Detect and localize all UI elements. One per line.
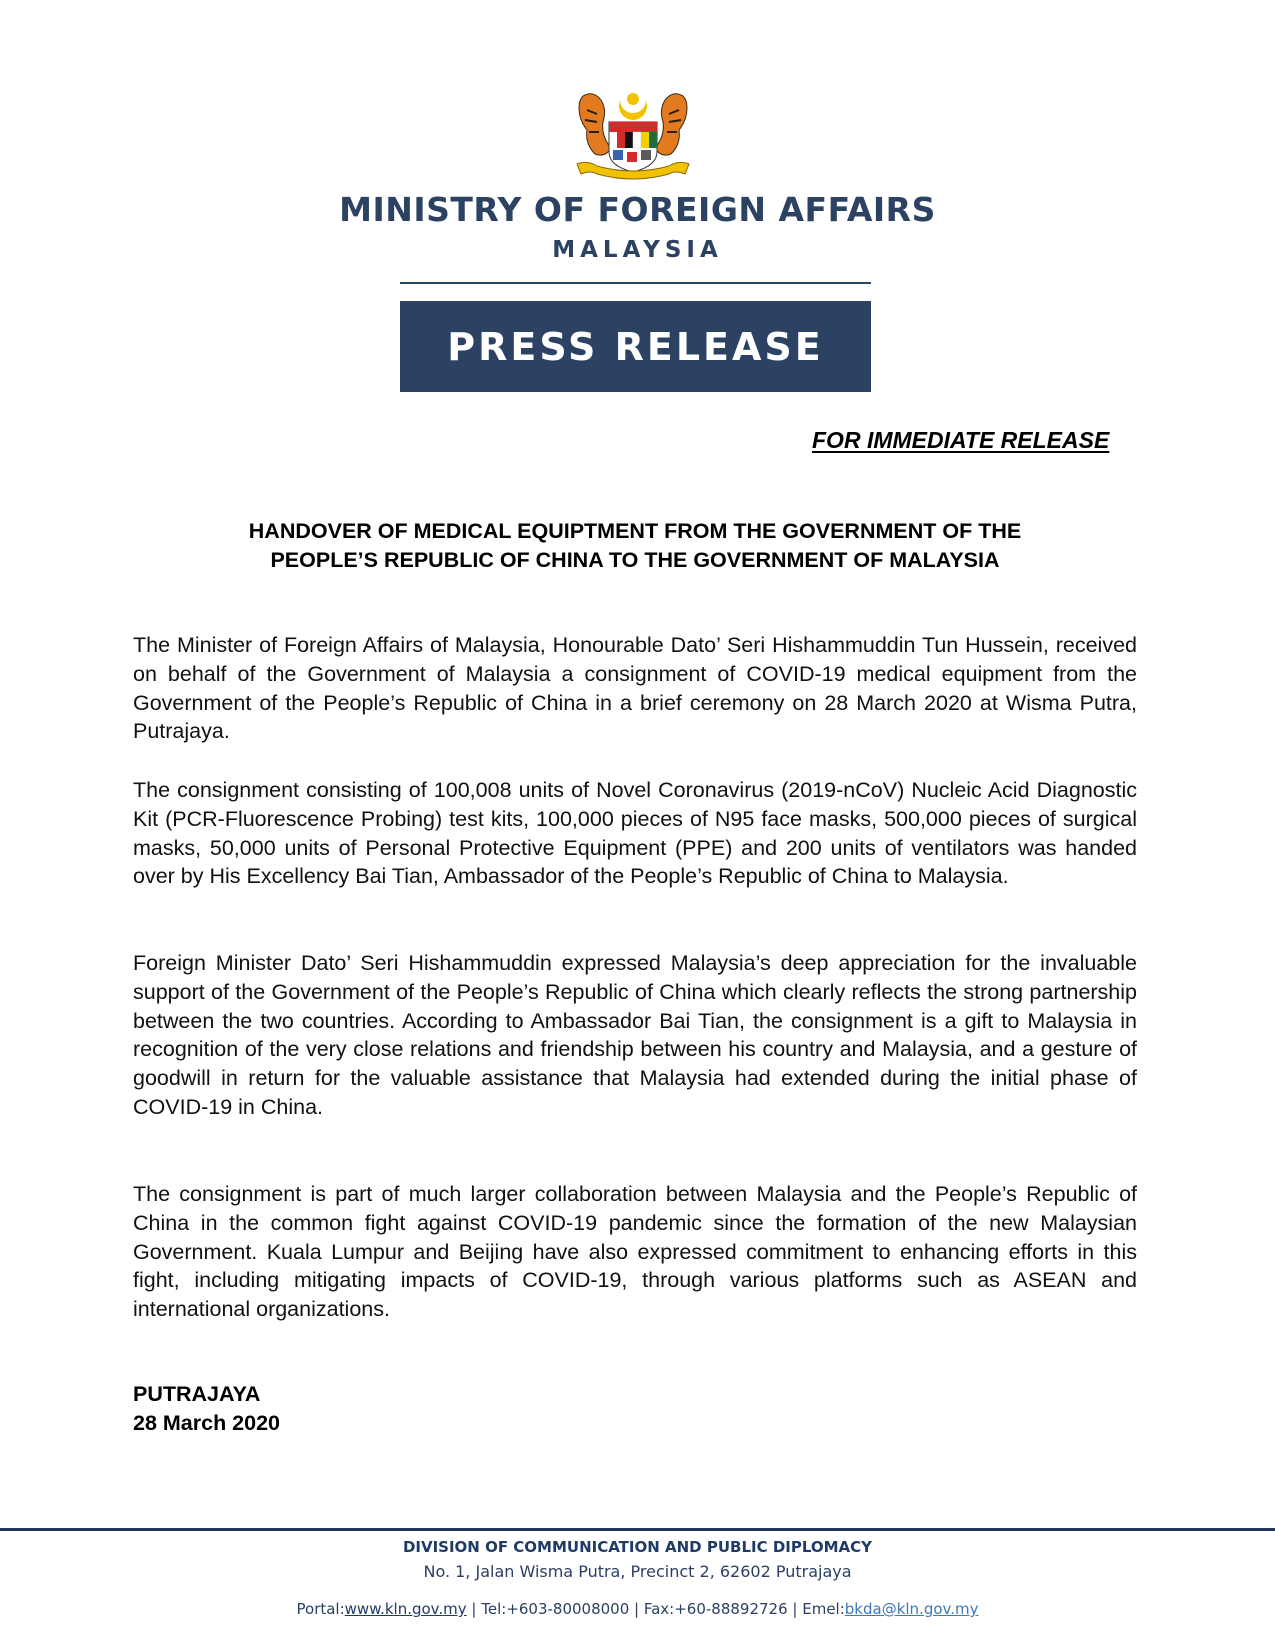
footer-address: No. 1, Jalan Wisma Putra, Precinct 2, 62602 Putrajaya (423, 1562, 852, 1581)
footer-division: DIVISION OF COMMUNICATION AND PUBLIC DIPLOMACY (402, 1538, 873, 1556)
signoff-place: PUTRAJAYA (133, 1382, 261, 1406)
footer-contacts (0, 1600, 1275, 1618)
paragraph-3: Foreign Minister Dato’ Seri Hishammuddin expressed Malaysia’s deep appreciation for the invaluable support of the Government of the People’s Republic of China which clearly reflects the strong partnership between the two countries. According to Ambassador Bai Tian, the consignment is a gift to Malaysia in recognition of the very close relations and friendship between his country and Malaysia, and a gesture of goodwill in return for the valuable assistance that Malaysia had extended during the initial phase of COVID-19 in China. (133, 951, 1137, 1119)
press-release-banner (400, 301, 871, 392)
portal-label: Portal: (296, 1600, 345, 1618)
headline-line-1: HANDOVER OF MEDICAL EQUIPTMENT FROM THE GOVERNMENT OF THE (248, 519, 1022, 543)
paragraph-2: The consignment consisting of 100,008 units of Novel Coronavirus (2019-nCoV) Nucleic Acid Diagnostic Kit (PCR-Fluorescence Probing) test kits, 100,000 pieces of N95 face masks, 500,000 pieces of surgical masks, 50,000 units of Personal Protective Equipment (PPE) and 200 units of ventilators was handed over by His Excellency Bai Tian, Ambassador of the People’s Republic of China to Malaysia. (133, 778, 1137, 889)
coat-of-arms-icon (563, 86, 703, 182)
signoff-date: 28 March 2020 (133, 1411, 281, 1435)
footer-divider (0, 1528, 1275, 1531)
header-divider (400, 282, 871, 284)
email-link[interactable]: bkda@kln.gov.my (844, 1600, 979, 1618)
ministry-country: MALAYSIA (552, 237, 723, 263)
headline (133, 517, 1137, 575)
ministry-name: MINISTRY OF FOREIGN AFFAIRS (339, 190, 936, 229)
paragraph-1: The Minister of Foreign Affairs of Malaysia, Honourable Dato’ Seri Hishammuddin Tun Hussein, received on behalf of the Government of Malaysia a consignment of COVID-19 medical equipment from the Government of the People’s Republic of China in a brief ceremony on 28 March 2020 at Wisma Putra, Putrajaya. (133, 633, 1137, 744)
portal-link[interactable]: www.kln.gov.my (344, 1600, 467, 1618)
paragraph-4: The consignment is part of much larger collaboration between Malaysia and the People’s Republic of China in the common fight against COVID-19 pandemic since the formation of the new Malaysian Government. Kuala Lumpur and Beijing have also expressed commitment to enhancing efforts in this fight, including mitigating impacts of COVID-19, through various platforms such as ASEAN and international organizations. (133, 1182, 1137, 1322)
headline-line-2: PEOPLE’S REPUBLIC OF CHINA TO THE GOVERNMENT OF MALAYSIA (270, 548, 1000, 572)
press-release-label: PRESS RELEASE (447, 324, 824, 369)
release-tag: FOR IMMEDIATE RELEASE (812, 427, 1110, 453)
phone-fax-text: | Tel:+603-80008000 | Fax:+60-88892726 | Emel: (466, 1600, 845, 1618)
